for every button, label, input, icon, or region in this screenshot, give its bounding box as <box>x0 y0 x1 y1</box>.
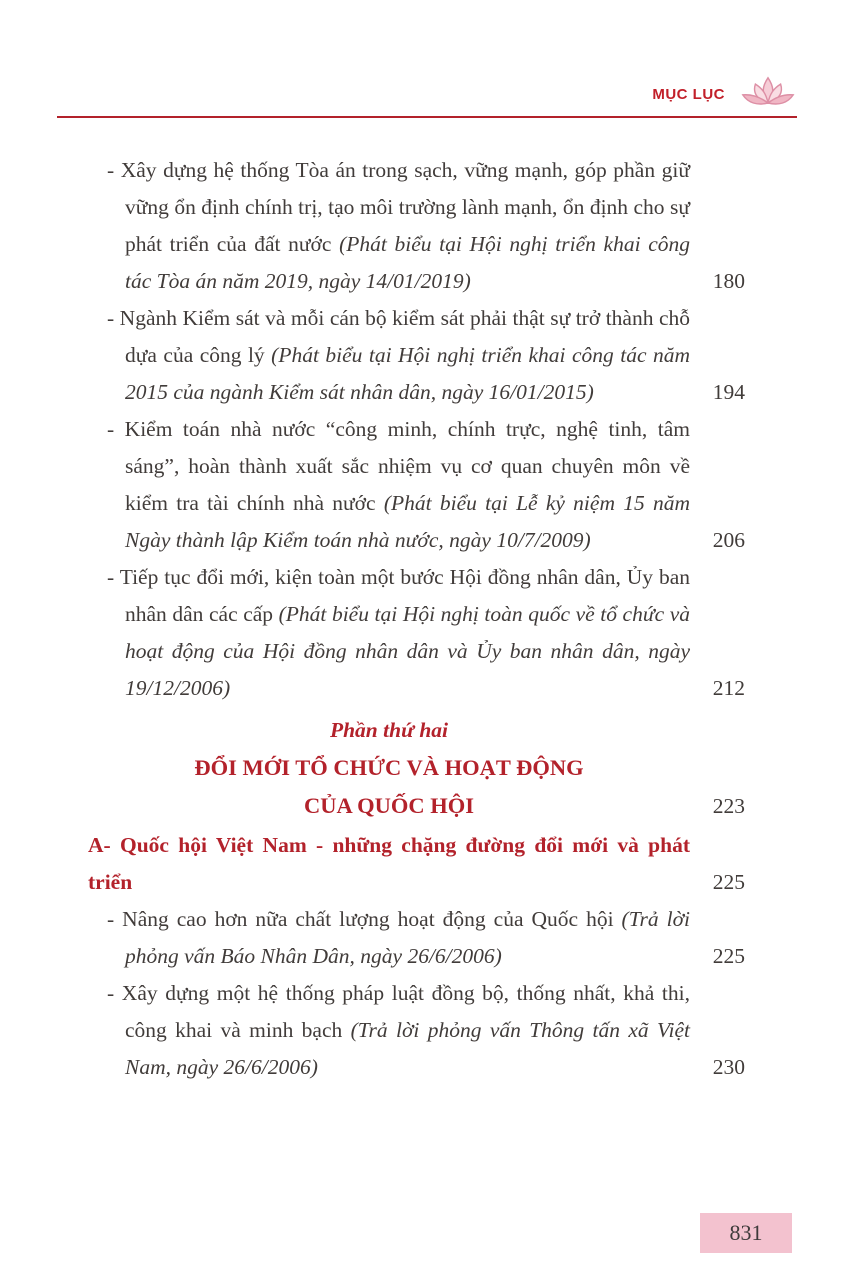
entry-title: Kiểm toán nhà nước “công minh, chính trực, nghệ tinh, tâm sáng”, hoàn thành xuất sắc nhiệm vụ cơ quan chuyên môn về kiểm tra tài chính nhà nước <box>124 417 691 515</box>
lotus-icon <box>739 76 797 112</box>
part-heading <box>88 711 745 825</box>
entry-text <box>107 559 690 707</box>
toc-entry <box>88 152 745 300</box>
page-number-badge <box>700 1213 792 1253</box>
entry-marker: - <box>107 158 115 182</box>
entry-marker: - <box>107 981 115 1005</box>
toc-entry <box>88 300 745 411</box>
entry-marker: - <box>107 417 115 441</box>
toc-entry <box>88 901 745 975</box>
part-label: Phần thứ hai <box>329 718 449 742</box>
entry-source: (Phát biểu tại Hội nghị triển khai công tác Tòa án năm 2019, ngày 14/01/2019) <box>125 232 690 293</box>
entry-text <box>107 901 690 975</box>
entry-text <box>107 152 690 300</box>
entry-source: (Trả lời phỏng vấn Báo Nhân Dân, ngày 26/6/2006) <box>125 907 691 968</box>
toc-entry <box>88 411 745 559</box>
entry-page-number: 194 <box>712 380 745 404</box>
entry-source: (Phát biểu tại Hội nghị toàn quốc về tổ chức và hoạt động của Hội đồng nhân dân và Ủy ban nhân dân, ngày 19/12/2006) <box>125 602 690 700</box>
part-title-line2: CỦA QUỐC HỘI <box>303 793 474 818</box>
header-rule <box>57 116 797 118</box>
entry-source: (Phát biểu tại Lễ kỷ niệm 15 năm Ngày thành lập Kiểm toán nhà nước, ngày 10/7/2009) <box>125 491 691 552</box>
entry-title: Nâng cao hơn nữa chất lượng hoạt động của Quốc hội <box>122 907 622 931</box>
entry-marker: - <box>107 306 115 330</box>
subsection-heading <box>88 825 745 901</box>
entry-title: Xây dựng hệ thống Tòa án trong sạch, vững mạnh, góp phần giữ vững ổn định chính trị, tạo môi trường lành mạnh, ổn định cho sự phát triển của đất nước <box>120 158 690 256</box>
entry-page-number: 230 <box>712 1055 745 1079</box>
toc-entry <box>88 975 745 1086</box>
entry-page-number: 206 <box>712 528 745 552</box>
subsection-page-number: 225 <box>712 870 745 894</box>
toc-content <box>88 152 745 1086</box>
header-row <box>57 74 797 114</box>
subsection-text: A- Quốc hội Việt Nam - những chặng đường đổi mới và phát triển <box>88 833 690 894</box>
entry-title: Tiếp tục đổi mới, kiện toàn một bước Hội đồng nhân dân, Ủy ban nhân dân các cấp <box>119 565 690 626</box>
part-title-line1: ĐỔI MỚI TỔ CHỨC VÀ HOẠT ĐỘNG <box>194 755 584 780</box>
part-heading-text <box>88 711 690 825</box>
page-number: 831 <box>729 1220 763 1245</box>
part-page-number: 223 <box>712 794 745 818</box>
entry-title: Xây dựng một hệ thống pháp luật đồng bộ, thống nhất, khả thi, công khai và minh bạch <box>121 981 691 1042</box>
entry-page-number: 180 <box>712 269 745 293</box>
toc-title: MỤC LỤC <box>652 85 725 103</box>
entry-marker: - <box>107 565 115 589</box>
entry-text <box>107 975 690 1086</box>
entry-text <box>107 300 690 411</box>
entry-source: (Phát biểu tại Hội nghị triển khai công tác năm 2015 của ngành Kiểm sát nhân dân, ngày 16/01/2015) <box>125 343 690 404</box>
page-header <box>0 0 854 118</box>
entry-text <box>107 411 690 559</box>
entry-title: Ngành Kiểm sát và mỗi cán bộ kiểm sát phải thật sự trở thành chỗ dựa của công lý <box>119 306 690 367</box>
entry-page-number: 225 <box>712 944 745 968</box>
entry-source: (Trả lời phỏng vấn Thông tấn xã Việt Nam, ngày 26/6/2006) <box>125 1018 690 1079</box>
entry-marker: - <box>107 907 115 931</box>
toc-entry <box>88 559 745 707</box>
entry-page-number: 212 <box>712 676 745 700</box>
